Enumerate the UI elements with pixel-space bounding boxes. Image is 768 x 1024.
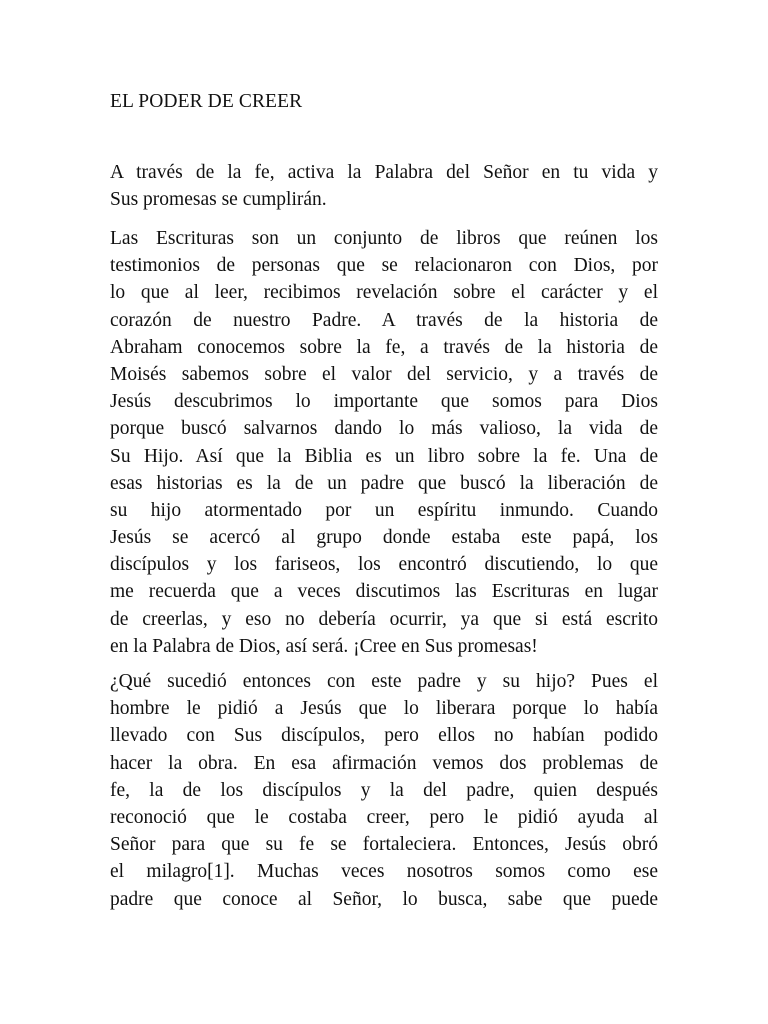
paragraph-3: [110, 668, 658, 913]
text-line: Sus promesas se cumplirán.: [110, 189, 327, 211]
text-line: porque buscó salvarnos dando lo más valioso, la vida de: [110, 418, 658, 440]
text-line: esas historias es la de un padre que buscó la liberación de: [110, 472, 658, 494]
text-line: discípulos y los fariseos, los encontró discutiendo, lo que: [110, 554, 658, 576]
text-line: Señor para que su fe se fortaleciera. Entonces, Jesús obró: [110, 834, 658, 856]
text-line: de creerlas, y eso no debería ocurrir, ya que si está escrito: [110, 608, 658, 630]
paragraph-2: [110, 225, 658, 660]
text-line: Jesús descubrimos lo importante que somos para Dios: [110, 391, 658, 413]
text-line: A través de la fe, activa la Palabra del Señor en tu vida y: [110, 162, 658, 183]
text-line: Moisés sabemos sobre el valor del servicio, y a través de: [110, 363, 658, 385]
text-line: Las Escrituras son un conjunto de libros que reúnen los: [110, 228, 658, 249]
text-line: el milagro[1]. Muchas veces nosotros somos como ese: [110, 861, 658, 883]
text-line: en la Palabra de Dios, así será. ¡Cree en Sus promesas!: [110, 635, 538, 657]
text-line: hombre le pidió a Jesús que lo liberara porque lo había: [110, 698, 658, 720]
text-line: Su Hijo. Así que la Biblia es un libro sobre la fe. Una de: [110, 445, 658, 467]
text-line: Abraham conocemos sobre la fe, a través de la historia de: [110, 336, 658, 358]
text-line: fe, la de los discípulos y la del padre, quien después: [110, 779, 658, 801]
text-line: reconoció que le costaba creer, pero le pidió ayuda al: [110, 806, 658, 828]
text-line: corazón de nuestro Padre. A través de la historia de: [110, 309, 658, 331]
text-line: Jesús se acercó al grupo donde estaba este papá, los: [110, 527, 658, 549]
text-line: lo que al leer, recibimos revelación sobre el carácter y el: [110, 282, 658, 304]
paragraph-1: [110, 159, 658, 213]
text-line: ¿Qué sucedió entonces con este padre y su hijo? Pues el: [110, 671, 658, 692]
page-title: EL PODER DE CREER: [110, 91, 303, 112]
text-line: llevado con Sus discípulos, pero ellos no habían podido: [110, 725, 658, 747]
text-line: me recuerda que a veces discutimos las Escrituras en lugar: [110, 581, 658, 603]
text-line: padre que conoce al Señor, lo busca, sabe que puede: [110, 888, 658, 910]
text-line: testimonios de personas que se relacionaron con Dios, por: [110, 255, 658, 277]
text-line: hacer la obra. En esa afirmación vemos dos problemas de: [110, 752, 658, 774]
text-line: su hijo atormentado por un espíritu inmundo. Cuando: [110, 499, 658, 521]
